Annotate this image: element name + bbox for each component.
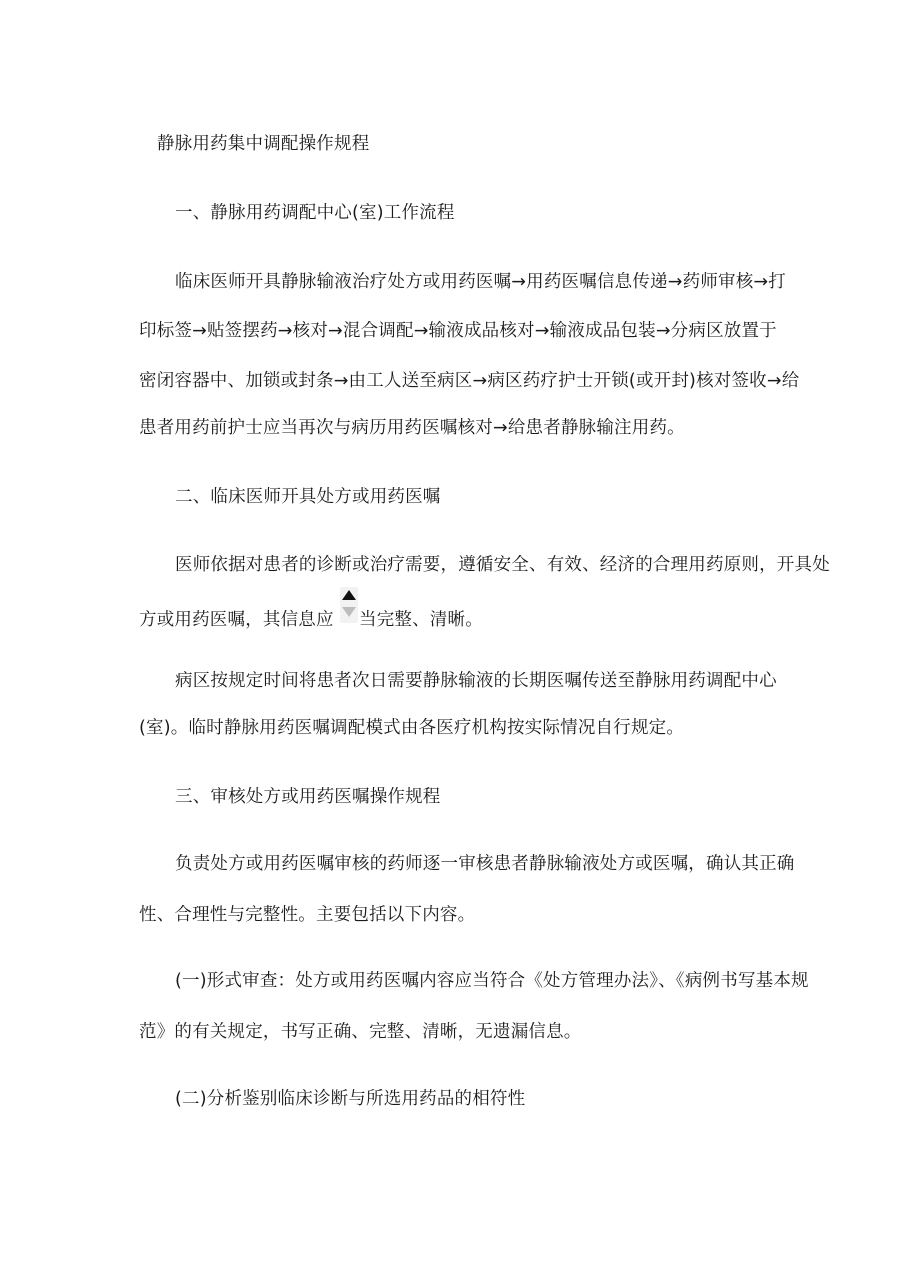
scroll-down-icon[interactable] bbox=[342, 607, 356, 617]
section2-para2-line1: 病区按规定时间将患者次日需要静脉输液的长期医嘱传送至静脉用药调配中心 bbox=[175, 671, 777, 691]
section2-para1-line2a: 方或用药医嘱，其信息应 bbox=[139, 610, 334, 630]
section1-line-4: 患者用药前护士应当再次与病历用药医嘱核对→给患者静脉输注用药。 bbox=[139, 418, 685, 438]
section3-para1-line2: 性、合理性与完整性。主要包括以下内容。 bbox=[139, 905, 476, 925]
section3-item1-line1: (一)形式审查：处方或用药医嘱内容应当符合《处方管理办法》、《病例书写基本规 bbox=[175, 971, 809, 991]
section2-para1-line1: 医师依据对患者的诊断或治疗需要，遵循安全、有效、经济的合理用药原则，开具处 bbox=[175, 555, 830, 575]
document-title: 静脉用药集中调配操作规程 bbox=[157, 134, 370, 154]
section1-line-1: 临床医师开具静脉输液治疗处方或用药医嘱→用药医嘱信息传递→药师审核→打 bbox=[175, 272, 786, 292]
section2-para2-line2: (室)。临时静脉用药医嘱调配模式由各医疗机构按实际情况自行规定。 bbox=[139, 718, 685, 738]
scroll-up-icon[interactable] bbox=[342, 590, 356, 600]
section3-item2-line1: (二)分析鉴别临床诊断与所选用药品的相符性 bbox=[175, 1089, 526, 1109]
section3-item1-line2: 范》的有关规定，书写正确、完整、清晰，无遗漏信息。 bbox=[139, 1022, 582, 1042]
section3-para1-line1: 负责处方或用药医嘱审核的药师逐一审核患者静脉输液处方或医嘱，确认其正确 bbox=[175, 854, 795, 874]
section1-line-3: 密闭容器中、加锁或封条→由工人送至病区→病区药疗护士开锁(或开封)核对签收→给 bbox=[139, 371, 800, 391]
section1-line-2: 印标签→贴签摆药→核对→混合调配→输液成品核对→输液成品包装→分病区放置于 bbox=[139, 321, 777, 341]
section2-heading: 二、临床医师开具处方或用药医嘱 bbox=[175, 487, 441, 507]
section1-heading: 一、静脉用药调配中心(室)工作流程 bbox=[175, 203, 455, 223]
scroll-widget[interactable] bbox=[340, 587, 358, 623]
section2-para1-line2b: 当完整、清晰。 bbox=[359, 610, 483, 630]
section3-heading: 三、审核处方或用药医嘱操作规程 bbox=[175, 787, 441, 807]
